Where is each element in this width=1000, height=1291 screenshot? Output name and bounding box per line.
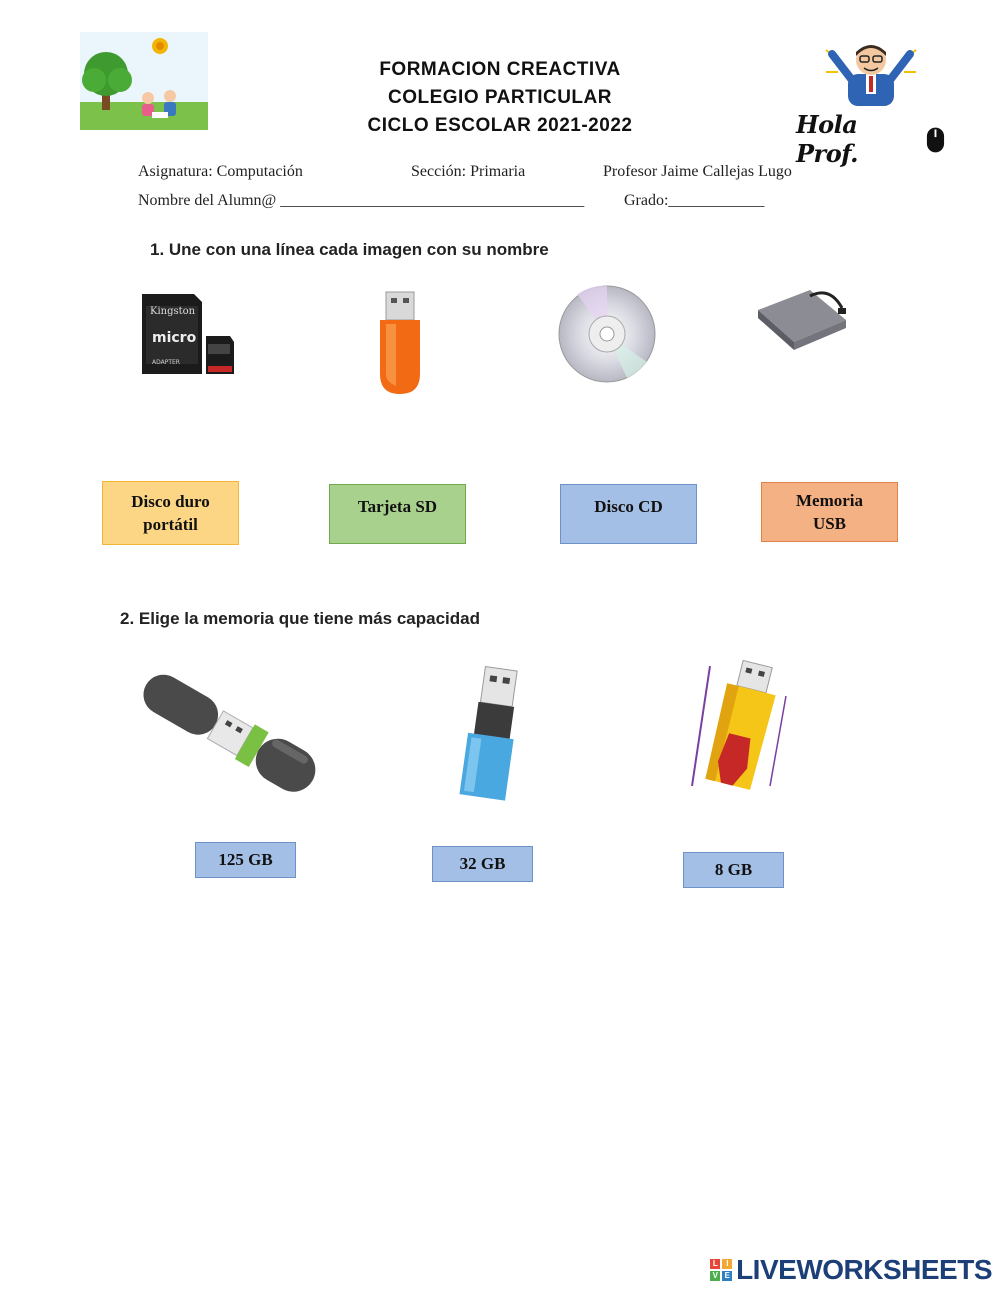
label-disco-cd-text: Disco CD [594, 497, 663, 516]
capacity-8gb[interactable]: 8 GB [683, 852, 784, 888]
tile-i: I [722, 1259, 732, 1269]
usb-blue-icon[interactable] [446, 660, 536, 810]
microsd-card-icon[interactable] [140, 292, 238, 378]
label-disco-duro[interactable] [102, 481, 239, 545]
cd-disc-icon[interactable] [557, 284, 657, 384]
school-logo [80, 32, 208, 130]
sd-brand-text: Kingston [150, 306, 196, 317]
label-memoria-usb[interactable] [761, 482, 898, 542]
subject-text: Asignatura: Computación [138, 163, 303, 180]
grade-field[interactable]: Grado:____________ [624, 192, 765, 209]
school-title [330, 56, 670, 140]
tile-v: V [710, 1271, 720, 1281]
section-text: Sección: Primaria [411, 163, 526, 180]
capacity-125gb[interactable]: 125 GB [195, 842, 296, 878]
school-title-line-3: CICLO ESCOLAR 2021-2022 [367, 115, 633, 136]
label-disco-duro-line-1: Disco duro [131, 492, 210, 511]
label-memoria-usb-line-1: Memoria [795, 491, 864, 510]
liveworksheets-text: LIVEWORKSHEETS [736, 1254, 992, 1285]
school-title-line-1: FORMACION CREACTIVA [379, 59, 621, 80]
usb-flash-drive-icon[interactable] [376, 290, 424, 398]
question-1-prompt: 1. Une con una línea cada imagen con su nombre [150, 240, 549, 259]
label-disco-duro-line-2: portátil [143, 515, 198, 534]
school-title-line-2: COLEGIO PARTICULAR [388, 87, 612, 108]
liveworksheets-logo [710, 1254, 992, 1286]
mouse-icon [925, 123, 946, 155]
label-tarjeta-sd-text: Tarjeta SD [357, 497, 438, 516]
tile-e: E [722, 1271, 732, 1281]
question-2-prompt: 2. Elige la memoria que tiene más capacidad [120, 609, 480, 628]
capacity-32gb[interactable]: 32 GB [432, 846, 533, 882]
hola-prof-logo [796, 38, 946, 168]
hola-prof-text: Hola Prof. [796, 110, 859, 168]
teacher-text: Profesor Jaime Callejas Lugo [603, 163, 792, 180]
external-hard-drive-icon[interactable] [750, 286, 852, 362]
teacher-avatar-icon [796, 38, 946, 108]
sd-micro-text: micro [152, 330, 197, 346]
label-disco-cd[interactable] [560, 484, 697, 544]
student-name-field[interactable]: Nombre del Alumn@ ______________________________________ [138, 192, 585, 209]
usb-black-green-icon[interactable] [132, 662, 332, 802]
label-tarjeta-sd[interactable] [329, 484, 466, 544]
tile-l: L [710, 1259, 720, 1269]
label-memoria-usb-line-2: USB [812, 514, 847, 533]
usb-yellow-red-icon[interactable] [686, 656, 796, 806]
liveworksheets-tiles-icon [710, 1259, 732, 1281]
sd-adapter-text: ADAPTER [152, 359, 180, 366]
